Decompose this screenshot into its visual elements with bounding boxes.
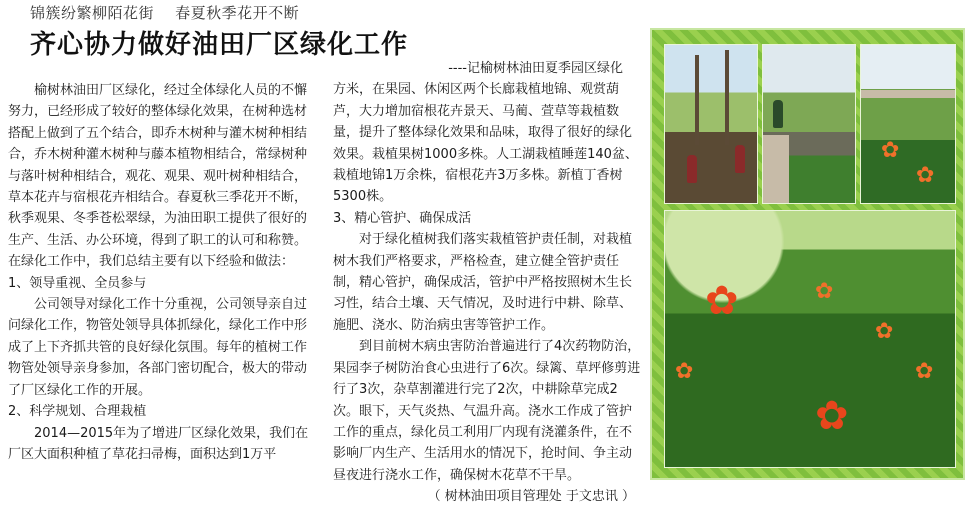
- paragraph: 对于绿化植树我们落实栽植管护责任制，对栽植树木我们严格要求，严格检查，建立健全管护责任制，精心管护，确保成活，管护中严格按照树木生长习性，结合土壤、天气情况，及时进行中耕、除草、施肥、浇水、防治病虫害等管护工作。: [333, 232, 633, 333]
- pathway: [861, 90, 956, 98]
- flower-icon: ✿: [875, 319, 894, 344]
- photo-hedge-watering: [762, 44, 856, 204]
- paragraph: 2014—2015年为了增进厂区绿化效果，我们在厂区大面积种植了草花扫帚梅，面积达到1万平: [8, 425, 309, 462]
- article-column-1: [8, 80, 318, 465]
- flower-icon: ✿: [881, 138, 900, 163]
- worker-figure: [773, 100, 783, 128]
- photo-workers-planting: [664, 44, 758, 204]
- paragraph: 到目前树木病虫害防治普遍进行了4次药物防治，果园李子树防治食心虫进行了6次。绿篱、草坪修剪进行了3次，杂草割灌进行完了2次，中耕除草完成2次。眼下，天气炎热、气温升高。浇水工作成了管护工作的重点，绿化员工利用厂内现有浇灌条件，在不影响厂内生产、生活用水的情况下，抢时间、争主动昼夜进行浇水工作，确保树木花草不干旱。: [333, 339, 641, 483]
- photo-daylilies: [664, 210, 956, 468]
- worker-figure: [687, 155, 697, 183]
- paragraph: 公司领导对绿化工作十分重视，公司领导亲自过问绿化工作，物管处领导具体抓绿化，绿化工作中形成了上下齐抓共管的良好绿化氛围。每年的植树工作物管处领导亲身参加，各部门密切配合，极大的带动了厂区绿化工作的开展。: [8, 297, 308, 398]
- paragraph: 方米，在果园、休闲区两个长廊栽植地锦、观赏葫芦，大力增加宿根花卉景天、马蔺、萱草等栽植数量，提升了整体绿化效果和品味，取得了很好的绿化效果。栽植果树1000多株。人工湖栽植睡莲140盆、栽植地锦1万余株，宿根花卉3万多株。新植丁香树5300株。: [333, 82, 638, 205]
- section-heading: 2、科学规划、合理栽植: [8, 404, 147, 420]
- worker-figure: [735, 145, 745, 173]
- flower-icon: ✿: [915, 359, 934, 384]
- author-credit: （ 树林油田项目管理处 于文忠讯 ）: [427, 489, 635, 505]
- pathway: [763, 135, 789, 204]
- daylily-flower-icon: ✿: [815, 393, 849, 439]
- byline: ----记榆树林油田夏季园区绿化: [448, 61, 623, 76]
- flower-icon: ✿: [675, 359, 694, 384]
- photo-collage: [650, 28, 965, 480]
- photo-flower-bed: [860, 44, 956, 204]
- flower-icon: ✿: [815, 279, 834, 304]
- tree-trunk: [725, 50, 729, 145]
- article-column-2: [333, 58, 643, 508]
- section-heading: 3、精心管护、确保成活: [333, 210, 472, 226]
- headline: 齐心协力做好油田厂区绿化工作: [30, 30, 409, 60]
- tree-trunk: [695, 55, 699, 145]
- section-heading: 1、领导重视、全员参与: [8, 275, 147, 291]
- flower-icon: ✿: [916, 163, 935, 188]
- daylily-flower-icon: ✿: [705, 278, 739, 324]
- kicker-line: 锦簇纷繁柳陌花街 春夏秋季花开不断: [30, 4, 300, 22]
- paragraph: 榆树林油田厂区绿化，经过全体绿化人员的不懈努力，已经形成了较好的整体绿化效果，在树种选材搭配上做到了五个结合，即乔木树种与灌木树种相结合，乔木树种灌木树种与藤本植物相结合，常绿树种与落叶树种相结合，观花、观果、观叶树种相结合，草本花卉与宿根花卉相结合。春夏秋三季花开不断，秋季观果、冬季苍松翠绿，为油田职工提供了很好的生产、生活、办公环境，得到了职工的认可和称赞。在绿化工作中，我们总结主要有以下经验和做法：: [8, 83, 308, 270]
